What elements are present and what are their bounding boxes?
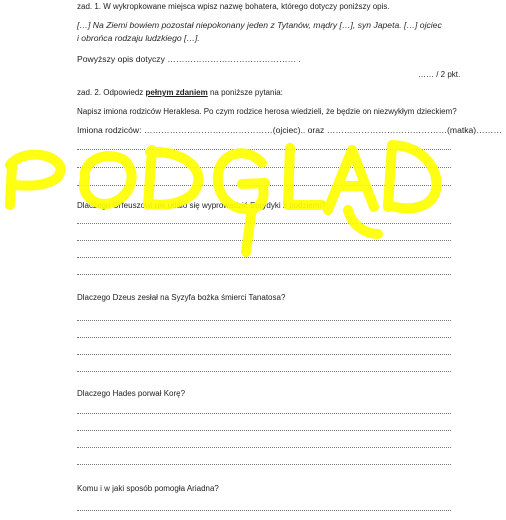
answer-line [77,337,451,338]
task2-instruction-post: na poniższe pytania: [207,88,283,97]
answer-line [77,430,451,431]
answer-line [77,464,451,465]
task1-quote-line-2: i obrońca rodzaju ludzkiego […]. [77,33,200,43]
task1-answer-prompt: Powyższy opis dotyczy ……………………………………… . [77,54,301,64]
question-4: Dlaczego Hades porwał Korę? [77,389,186,398]
answer-line [77,223,451,224]
answer-line [77,149,451,150]
question-5: Komu i w jaki sposób pomogła Ariadna? [77,484,219,493]
task1-points: …… / 2 pkt. [418,70,461,79]
question-3: Dlaczego Dzeus zesłał na Syzyfa bożka śmierci Tanatosa? [77,293,286,302]
task1-instruction: zad. 1. W wykropkowane miejsca wpisz nazwę bohatera, którego dotyczy poniższy opis. [77,2,390,11]
task2-instruction-bold: pełnym zdaniem [145,88,208,97]
question-1: Napisz imiona rodziców Heraklesa. Po czym rodzice herosa wiedzieli, że będzie on niezwykłym dzieckiem? [77,107,457,116]
answer-line [77,185,451,186]
answer-line [77,413,451,414]
answer-line [77,274,451,275]
task1-quote-line-1: […] Na Ziemi bowiem pozostał niepokonany jeden z Tytanów, mądry […], syn Japeta. […] ojciec [77,20,442,30]
answer-line [77,447,451,448]
answer-line [77,510,451,511]
answer-line [77,167,451,168]
answer-line [77,354,451,355]
answer-line [77,320,451,321]
answer-line [77,240,451,241]
answer-line [77,257,451,258]
answer-line [77,371,451,372]
question-1-answer-line: Imiona rodziców: ………………………………………(ojciec).. oraz ……………………………………(matka)……… [77,125,502,135]
task2-instruction [77,88,283,97]
question-2: Dlaczego Orfeuszowi nie udało się wyprowadzić Eurydyki z podziemi? [77,201,326,210]
task2-instruction-pre: zad. 2. Odpowiedz [77,88,146,97]
